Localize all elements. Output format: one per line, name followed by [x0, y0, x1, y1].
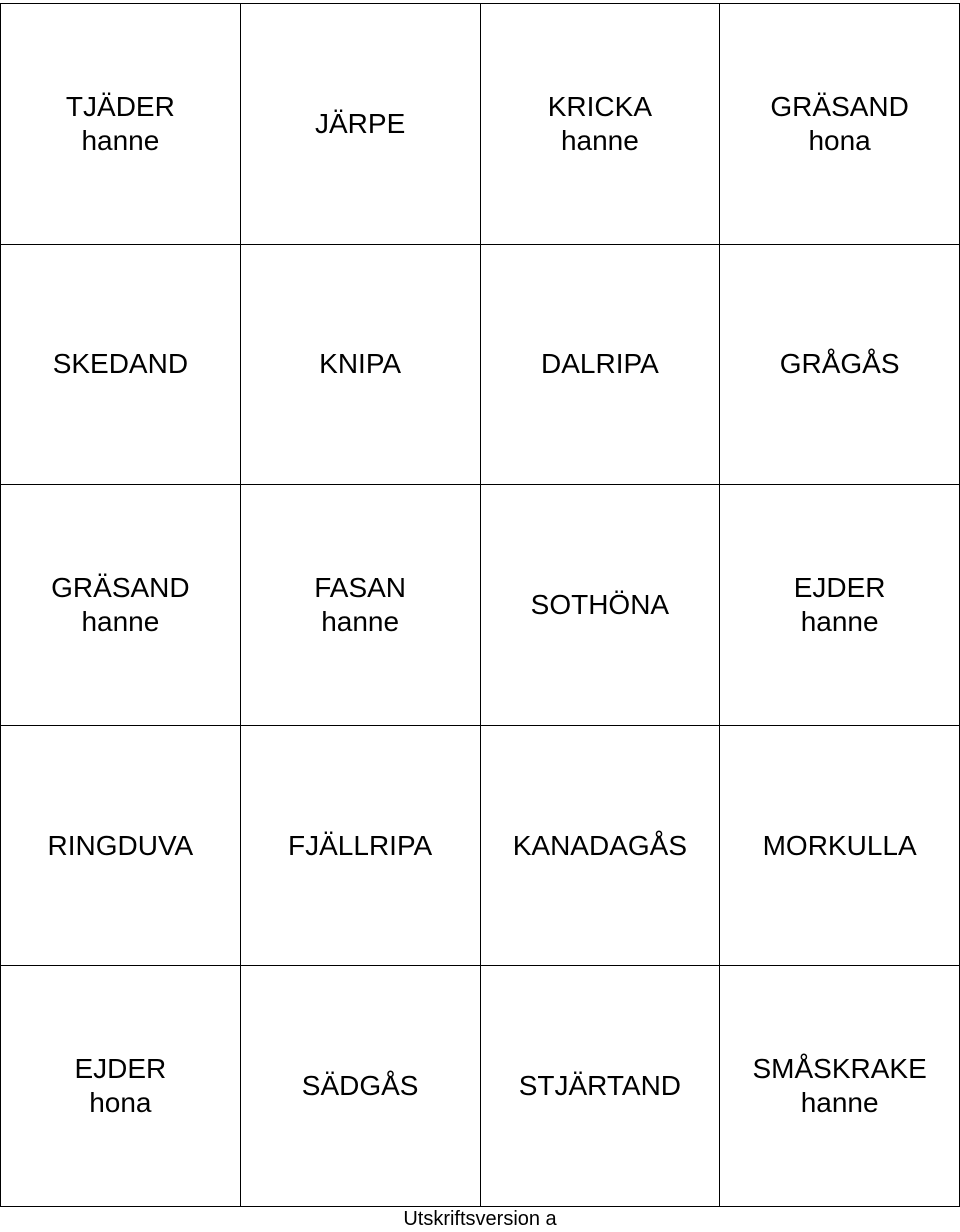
card-cell: [1, 966, 241, 1207]
card-cell: [1, 245, 241, 486]
card-cell: [241, 485, 481, 726]
card-name: SMÅSKRAKE: [752, 1053, 927, 1085]
card-cell: [720, 245, 960, 486]
card-cell: [241, 4, 481, 245]
card-cell: [1, 726, 241, 967]
card-cell: [481, 4, 721, 245]
card-cell: [481, 245, 721, 486]
card-sex: hanne: [800, 1087, 879, 1119]
card-name: GRÄSAND: [51, 571, 190, 603]
card-sex: hanne: [81, 605, 160, 637]
card-name: FASAN: [314, 571, 407, 603]
card-name: GRÄSAND: [770, 90, 909, 122]
card-grid: [0, 3, 960, 1207]
card-name: STJÄRTAND: [518, 1070, 682, 1102]
card-name: RINGDUVA: [47, 829, 194, 861]
card-cell: [481, 726, 721, 967]
card-cell: [241, 726, 481, 967]
card-sex: hanne: [81, 124, 160, 156]
card-name: EJDER: [74, 1053, 167, 1085]
print-version-footer: Utskriftsversion a: [403, 1208, 557, 1230]
card-name: SKEDAND: [52, 348, 189, 380]
card-name: KNIPA: [319, 348, 402, 380]
card-sex: hanne: [560, 124, 639, 156]
card-cell: [1, 4, 241, 245]
card-cell: [241, 966, 481, 1207]
card-cell: [720, 485, 960, 726]
card-cell: [481, 485, 721, 726]
card-name: FJÄLLRIPA: [288, 829, 433, 861]
card-cell: [720, 4, 960, 245]
card-name: SOTHÖNA: [530, 588, 670, 620]
card-sex: hona: [808, 124, 871, 156]
card-name: SÄDGÅS: [301, 1070, 419, 1102]
card-cell: [1, 485, 241, 726]
card-cell: [481, 966, 721, 1207]
card-name: KRICKA: [547, 90, 652, 122]
card-sex: hanne: [321, 605, 400, 637]
card-cell: [241, 245, 481, 486]
card-name: JÄRPE: [315, 107, 406, 139]
card-name: KANADAGÅS: [512, 829, 688, 861]
card-cell: [720, 726, 960, 967]
card-sex: hona: [89, 1087, 152, 1119]
card-name: DALRIPA: [541, 348, 659, 380]
card-cell: [720, 966, 960, 1207]
card-sex: hanne: [800, 605, 879, 637]
card-name: MORKULLA: [762, 829, 917, 861]
card-name: EJDER: [793, 571, 886, 603]
card-name: GRÅGÅS: [779, 348, 900, 380]
card-name: TJÄDER: [65, 90, 175, 122]
